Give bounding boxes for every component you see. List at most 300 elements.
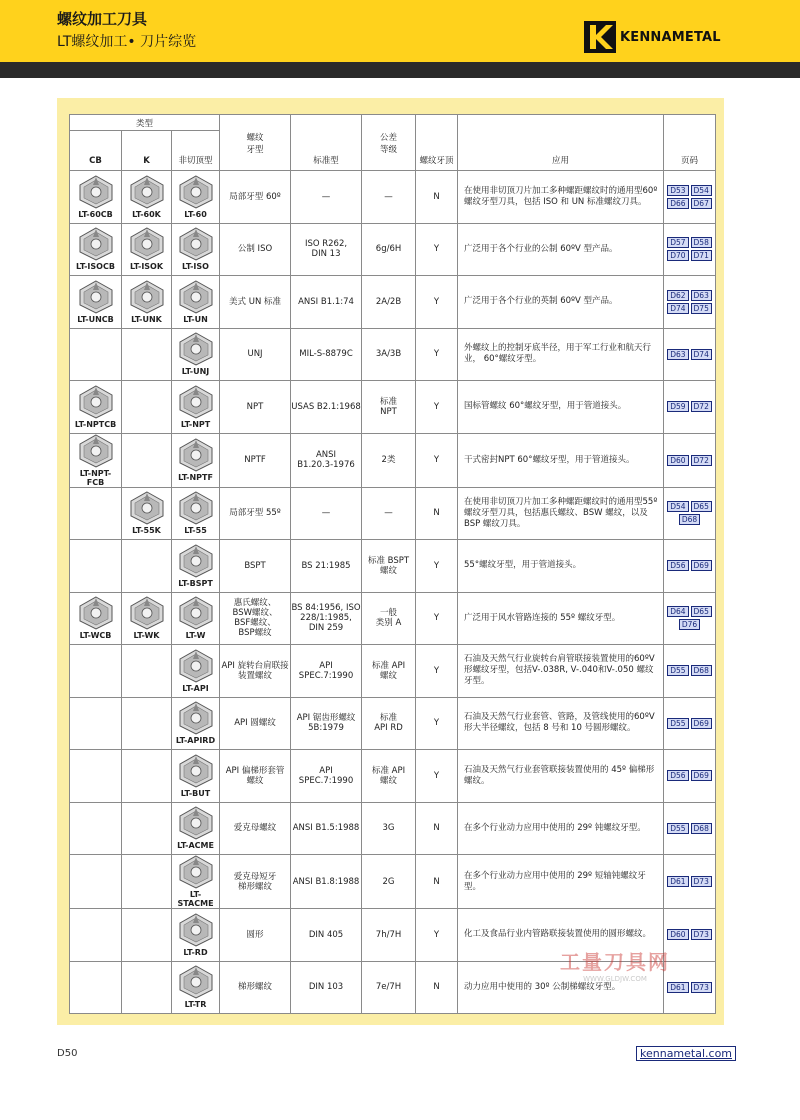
page-cell: [664, 328, 716, 381]
insert-cell-cb: [70, 802, 122, 855]
col-page: 页码: [664, 115, 716, 171]
crest-cell: Y: [416, 645, 458, 698]
insert-icon: [177, 913, 215, 947]
tolerance-cell: 2类: [362, 433, 416, 487]
profile-cell: 爱克母短牙 梯形螺纹: [220, 855, 291, 909]
insert-code: LT-BSPT: [178, 578, 213, 588]
table-row: [70, 223, 716, 276]
tolerance-cell: 3G: [362, 802, 416, 855]
tolerance-cell: 2G: [362, 855, 416, 909]
tolerance-cell: 标准 API RD: [362, 697, 416, 750]
page-cell: [664, 223, 716, 276]
page-cell: [664, 592, 716, 645]
insert-item[interactable]: [172, 544, 219, 588]
profile-cell: 美式 UN 标准: [220, 276, 291, 329]
insert-icon: [77, 385, 115, 419]
page-link[interactable]: D56: [667, 770, 688, 781]
application-cell: 国标管螺纹 60°螺纹牙型，用于管道接头。: [458, 381, 664, 434]
standard-cell: —: [291, 487, 362, 540]
insert-cell-cb: [70, 381, 122, 434]
insert-overview-table: [69, 114, 716, 1014]
insert-code: LT-NPTF: [178, 473, 213, 482]
insert-code: LT-WCB: [79, 631, 112, 641]
page-cell: [664, 645, 716, 698]
application-cell: 在多个行业动力应用中使用的 29º 短轴钝螺纹牙型。: [458, 855, 664, 909]
insert-item[interactable]: [70, 227, 121, 271]
insert-icon: [177, 385, 215, 419]
col-application: 应用: [458, 115, 664, 171]
page-link[interactable]: D63: [667, 349, 688, 360]
standard-cell: ANSI B1.8:1988: [291, 855, 362, 909]
crest-cell: N: [416, 802, 458, 855]
application-cell: 外螺纹上的控制牙底半径，用于军工行业和航天行业， 60°螺纹牙型。: [458, 328, 664, 381]
standard-cell: API SPEC.7:1990: [291, 750, 362, 803]
page-link[interactable]: D69: [691, 560, 712, 571]
crest-cell: Y: [416, 750, 458, 803]
page-link[interactable]: D63: [691, 290, 712, 301]
insert-icon: [177, 438, 215, 472]
insert-cell-cb: [70, 171, 122, 224]
page-link[interactable]: D56: [667, 560, 688, 571]
insert-item[interactable]: [172, 649, 219, 693]
insert-item[interactable]: [70, 280, 121, 324]
insert-cell-k: [122, 697, 172, 750]
insert-item[interactable]: [172, 175, 219, 219]
insert-code: LT-UNK: [131, 314, 162, 324]
profile-cell: 惠氏螺纹、 BSW螺纹、 BSF螺纹、 BSP螺纹: [220, 592, 291, 645]
insert-icon: [177, 544, 215, 578]
insert-item[interactable]: [172, 806, 219, 850]
website-link[interactable]: kennametal.com: [636, 1046, 736, 1061]
insert-cell-cb: [70, 223, 122, 276]
tolerance-cell: —: [362, 171, 416, 224]
insert-cell-k: [122, 909, 172, 962]
insert-code: LT-W: [185, 631, 206, 641]
crest-cell: Y: [416, 223, 458, 276]
insert-icon: [128, 491, 166, 525]
crest-cell: Y: [416, 592, 458, 645]
table-row: [70, 276, 716, 329]
page-cell: [664, 909, 716, 962]
insert-cell-nt: [172, 697, 220, 750]
page-link[interactable]: D65: [691, 606, 712, 617]
page-link[interactable]: D69: [691, 718, 712, 729]
col-crest: 螺纹牙顶: [416, 115, 458, 171]
page-link[interactable]: D68: [691, 665, 712, 676]
page-link[interactable]: D54: [667, 501, 688, 512]
tolerance-cell: 一般 类别 A: [362, 592, 416, 645]
page-cell: [664, 697, 716, 750]
table-row: [70, 645, 716, 698]
tolerance-cell: 标准 NPT: [362, 381, 416, 434]
page-link[interactable]: D73: [691, 982, 712, 993]
page-link[interactable]: D72: [691, 455, 712, 466]
insert-icon: [177, 806, 215, 840]
insert-item[interactable]: [172, 227, 219, 271]
insert-code: LT-UN: [183, 314, 208, 324]
insert-code: LT-WK: [133, 631, 160, 641]
insert-code: LT-ISOK: [129, 262, 164, 272]
insert-icon: [177, 754, 215, 788]
tolerance-cell: —: [362, 487, 416, 540]
standard-cell: ANSI B1.5:1988: [291, 802, 362, 855]
profile-cell: API 旋转台肩联接 装置螺纹: [220, 645, 291, 698]
insert-code: LT-API: [182, 683, 209, 693]
insert-item[interactable]: [122, 491, 171, 535]
insert-cell-nt: [172, 328, 220, 381]
insert-code: LT-NPTCB: [74, 419, 117, 429]
insert-cell-nt: [172, 961, 220, 1014]
insert-item[interactable]: [172, 385, 219, 429]
insert-cell-k: [122, 802, 172, 855]
page-cell: [664, 540, 716, 593]
profile-cell: API 圆螺纹: [220, 697, 291, 750]
tolerance-cell: 标准 BSPT 螺纹: [362, 540, 416, 593]
application-cell: 广泛用于各个行业的英制 60ºV 型产品。: [458, 276, 664, 329]
page-link[interactable]: D66: [667, 198, 688, 209]
insert-icon: [177, 491, 215, 525]
insert-cell-k: [122, 540, 172, 593]
insert-icon: [77, 280, 115, 314]
insert-cell-k: [122, 171, 172, 224]
insert-cell-k: [122, 328, 172, 381]
page-cell: [664, 961, 716, 1014]
page-link[interactable]: D55: [667, 665, 688, 676]
page-cell: [664, 433, 716, 487]
application-cell: 在使用非切顶刀片加工多种螺距螺纹时的通用型60º 螺纹牙型刀具，包括 ISO 和 UN 标准螺纹刀具。: [458, 171, 664, 224]
standard-cell: ANSI B1.20.3-1976: [291, 433, 362, 487]
insert-item[interactable]: [70, 596, 121, 640]
tolerance-cell: 标准 API 螺纹: [362, 645, 416, 698]
application-cell: 动力应用中使用的 30º 公制梯螺纹牙型。: [458, 961, 664, 1014]
insert-cell-k: [122, 276, 172, 329]
insert-code: LT-55: [184, 526, 207, 536]
insert-icon: [77, 596, 115, 630]
profile-cell: 爱克母螺纹: [220, 802, 291, 855]
insert-cell-nt: [172, 855, 220, 909]
table-row: [70, 171, 716, 224]
col-standard: 标准型: [291, 115, 362, 171]
profile-cell: NPTF: [220, 433, 291, 487]
page-link[interactable]: D69: [691, 770, 712, 781]
page-link[interactable]: D72: [691, 401, 712, 412]
insert-icon: [77, 434, 115, 468]
insert-code: LT-60K: [132, 209, 161, 219]
standard-cell: BS 84:1956, ISO 228/1:1985, DIN 259: [291, 592, 362, 645]
insert-code: LT-NPT- FCB: [79, 468, 112, 487]
application-cell: 广泛用于各个行业的公制 60ºV 型产品。: [458, 223, 664, 276]
tolerance-cell: 标准 API 螺纹: [362, 750, 416, 803]
insert-item[interactable]: [122, 175, 171, 219]
insert-cell-nt: [172, 540, 220, 593]
page-link[interactable]: D70: [667, 250, 688, 261]
insert-icon: [177, 965, 215, 999]
insert-code: LT-TR: [184, 1000, 207, 1010]
tolerance-cell: 3A/3B: [362, 328, 416, 381]
page-link[interactable]: D62: [667, 290, 688, 301]
page-link[interactable]: D74: [667, 303, 688, 314]
application-cell: 石油及天然气行业旋转台肩管联接装置使用的60ºV 形螺纹牙型，包括V-.038R, V-.040和V-.050 螺纹牙型。: [458, 645, 664, 698]
page-title: 螺纹加工刀具: [57, 10, 148, 28]
crest-cell: N: [416, 487, 458, 540]
insert-icon: [77, 175, 115, 209]
insert-item[interactable]: [122, 596, 171, 640]
type-group-header: 类型: [70, 115, 220, 131]
insert-item[interactable]: [70, 434, 121, 487]
insert-cell-cb: [70, 855, 122, 909]
insert-cell-nt: [172, 381, 220, 434]
insert-cell-nt: [172, 750, 220, 803]
crest-cell: Y: [416, 433, 458, 487]
table-row: [70, 381, 716, 434]
page-link[interactable]: D68: [691, 823, 712, 834]
application-cell: 在多个行业动力应用中使用的 29º 钝螺纹牙型。: [458, 802, 664, 855]
insert-cell-cb: [70, 328, 122, 381]
table-row: [70, 855, 716, 909]
insert-code: LT-RD: [183, 947, 208, 957]
insert-cell-cb: [70, 487, 122, 540]
insert-icon: [128, 596, 166, 630]
insert-cell-k: [122, 592, 172, 645]
profile-cell: BSPT: [220, 540, 291, 593]
insert-cell-cb: [70, 276, 122, 329]
page-subtitle: LT螺纹加工• 刀片综览: [57, 34, 197, 50]
page-link[interactable]: D76: [679, 619, 700, 630]
insert-icon: [177, 175, 215, 209]
insert-cell-cb: [70, 697, 122, 750]
insert-icon: [177, 280, 215, 314]
insert-cell-k: [122, 750, 172, 803]
col-tolerance: 公差 等级: [362, 115, 416, 171]
insert-cell-nt: [172, 223, 220, 276]
page-cell: [664, 276, 716, 329]
crest-cell: N: [416, 961, 458, 1014]
standard-cell: API SPEC.7:1990: [291, 645, 362, 698]
table-row: [70, 433, 716, 487]
tolerance-cell: 7e/7H: [362, 961, 416, 1014]
insert-icon: [177, 227, 215, 261]
page-cell: [664, 855, 716, 909]
header-band: [0, 62, 800, 78]
page-cell: [664, 750, 716, 803]
table-row: [70, 697, 716, 750]
insert-item[interactable]: [172, 438, 219, 482]
insert-code: LT-55K: [132, 526, 161, 536]
insert-cell-cb: [70, 909, 122, 962]
insert-item[interactable]: [172, 855, 219, 908]
insert-cell-nt: [172, 433, 220, 487]
col-profile: 螺纹 牙型: [220, 115, 291, 171]
page-link[interactable]: D73: [691, 929, 712, 940]
page-link[interactable]: D60: [667, 455, 688, 466]
insert-icon: [128, 280, 166, 314]
table-row: [70, 540, 716, 593]
profile-cell: UNJ: [220, 328, 291, 381]
insert-cell-cb: [70, 961, 122, 1014]
profile-cell: 圆形: [220, 909, 291, 962]
insert-item[interactable]: [70, 385, 121, 429]
insert-cell-cb: [70, 540, 122, 593]
brand-name: KENNAMETAL: [620, 29, 721, 45]
insert-item[interactable]: [172, 332, 219, 376]
insert-code: LT-APIRD: [175, 736, 216, 746]
table-row: [70, 592, 716, 645]
insert-icon: [177, 596, 215, 630]
page-number: D50: [57, 1048, 78, 1059]
insert-item[interactable]: [70, 175, 121, 219]
standard-cell: —: [291, 171, 362, 224]
page-link[interactable]: D55: [667, 718, 688, 729]
page-cell: [664, 381, 716, 434]
insert-item[interactable]: [172, 701, 219, 745]
crest-cell: Y: [416, 381, 458, 434]
insert-cell-nt: [172, 909, 220, 962]
profile-cell: 公制 ISO: [220, 223, 291, 276]
application-cell: 广泛用于风水管路连接的 55º 螺纹牙型。: [458, 592, 664, 645]
profile-cell: 局部牙型 55º: [220, 487, 291, 540]
page-link[interactable]: D71: [691, 250, 712, 261]
insert-code: LT-UNJ: [181, 367, 210, 377]
tolerance-cell: 7h/7H: [362, 909, 416, 962]
kennametal-k-icon: [584, 21, 616, 53]
standard-cell: USAS B2.1:1968: [291, 381, 362, 434]
insert-icon: [128, 175, 166, 209]
watermark: [560, 946, 670, 983]
insert-cell-nt: [172, 645, 220, 698]
insert-icon: [177, 701, 215, 735]
tolerance-cell: 6g/6H: [362, 223, 416, 276]
table-row: [70, 802, 716, 855]
insert-item[interactable]: [122, 227, 171, 271]
page-link[interactable]: D55: [667, 823, 688, 834]
col-nontop: 非切顶型: [172, 131, 220, 171]
standard-cell: API 锯齿形螺纹 5B:1979: [291, 697, 362, 750]
page-link[interactable]: D61: [667, 982, 688, 993]
insert-cell-cb: [70, 645, 122, 698]
standard-cell: BS 21:1985: [291, 540, 362, 593]
insert-icon: [128, 227, 166, 261]
insert-code: LT-ACME: [177, 841, 214, 851]
standard-cell: ISO R262, DIN 13: [291, 223, 362, 276]
page-link[interactable]: D73: [691, 876, 712, 887]
insert-cell-k: [122, 381, 172, 434]
profile-cell: 梯形螺纹: [220, 961, 291, 1014]
page-link[interactable]: D74: [691, 349, 712, 360]
crest-cell: Y: [416, 328, 458, 381]
insert-cell-cb: [70, 433, 122, 487]
page-link[interactable]: D68: [679, 514, 700, 525]
standard-cell: ANSI B1.1:74: [291, 276, 362, 329]
page-link[interactable]: D64: [667, 606, 688, 617]
insert-item[interactable]: [172, 596, 219, 640]
insert-cell-k: [122, 487, 172, 540]
page-link[interactable]: D75: [691, 303, 712, 314]
page-cell: [664, 487, 716, 540]
col-k: K: [122, 131, 172, 171]
insert-code: LT-STACME: [177, 890, 214, 908]
application-cell: 石油及天然气行业套管联接装置使用的 45º 偏梯形螺纹。: [458, 750, 664, 803]
insert-cell-k: [122, 855, 172, 909]
insert-cell-nt: [172, 171, 220, 224]
insert-code: LT-UNCB: [77, 314, 114, 324]
brand-logo: [584, 22, 721, 52]
insert-cell-k: [122, 961, 172, 1014]
insert-code: LT-60: [184, 209, 207, 219]
insert-cell-cb: [70, 592, 122, 645]
crest-cell: Y: [416, 540, 458, 593]
page-link[interactable]: D67: [691, 198, 712, 209]
insert-icon: [77, 227, 115, 261]
application-cell: 石油及天然气行业套管、管路，及管线使用的60ºV 形大半径螺纹，包括 8 号和 10 号圆形螺纹。: [458, 697, 664, 750]
watermark-url: WWW.GLDJW.COM: [583, 975, 647, 983]
table-row: [70, 487, 716, 540]
profile-cell: NPT: [220, 381, 291, 434]
insert-icon: [177, 855, 215, 889]
insert-item[interactable]: [172, 280, 219, 324]
page-link[interactable]: D57: [667, 237, 688, 248]
application-cell: 55°螺纹牙型，用于管道接头。: [458, 540, 664, 593]
insert-code: LT-ISOCB: [76, 262, 115, 272]
page-link[interactable]: D58: [691, 237, 712, 248]
crest-cell: Y: [416, 909, 458, 962]
page-cell: [664, 802, 716, 855]
application-cell: 在使用非切顶刀片加工多种螺距螺纹时的通用型55º 螺纹牙型刀具，包括惠氏螺纹、BSW 螺纹，以及 BSP 螺纹刀具。: [458, 487, 664, 540]
insert-code: LT-ISO: [182, 262, 209, 272]
table-row: [70, 328, 716, 381]
crest-cell: Y: [416, 276, 458, 329]
insert-code: LT-60CB: [78, 209, 113, 219]
application-cell: 化工及食品行业内管路联接装置使用的圆形螺纹。: [458, 909, 664, 962]
page-link[interactable]: D53: [667, 185, 688, 196]
insert-cell-k: [122, 433, 172, 487]
insert-code: LT-BUT: [180, 788, 211, 798]
insert-item[interactable]: [172, 913, 219, 957]
crest-cell: N: [416, 171, 458, 224]
page-link[interactable]: D65: [691, 501, 712, 512]
crest-cell: Y: [416, 697, 458, 750]
page-link[interactable]: D60: [667, 929, 688, 940]
standard-cell: MIL-S-8879C: [291, 328, 362, 381]
insert-item[interactable]: [122, 280, 171, 324]
page-link[interactable]: D59: [667, 401, 688, 412]
table-row: [70, 750, 716, 803]
profile-cell: 局部牙型 60º: [220, 171, 291, 224]
insert-cell-k: [122, 645, 172, 698]
insert-item[interactable]: [172, 491, 219, 535]
insert-item[interactable]: [172, 754, 219, 798]
col-cb: CB: [70, 131, 122, 171]
profile-cell: API 偏梯形套管 螺纹: [220, 750, 291, 803]
insert-cell-nt: [172, 487, 220, 540]
page-link[interactable]: D61: [667, 876, 688, 887]
insert-cell-cb: [70, 750, 122, 803]
insert-cell-nt: [172, 802, 220, 855]
insert-cell-nt: [172, 276, 220, 329]
application-cell: 干式密封NPT 60°螺纹牙型，用于管道接头。: [458, 433, 664, 487]
insert-icon: [177, 649, 215, 683]
insert-item[interactable]: [172, 965, 219, 1009]
page-cell: [664, 171, 716, 224]
standard-cell: DIN 103: [291, 961, 362, 1014]
tolerance-cell: 2A/2B: [362, 276, 416, 329]
insert-code: LT-NPT: [180, 419, 211, 429]
page-link[interactable]: D54: [691, 185, 712, 196]
insert-icon: [177, 332, 215, 366]
standard-cell: DIN 405: [291, 909, 362, 962]
insert-cell-nt: [172, 592, 220, 645]
insert-cell-k: [122, 223, 172, 276]
watermark-text: 工量刀具网: [560, 950, 670, 974]
